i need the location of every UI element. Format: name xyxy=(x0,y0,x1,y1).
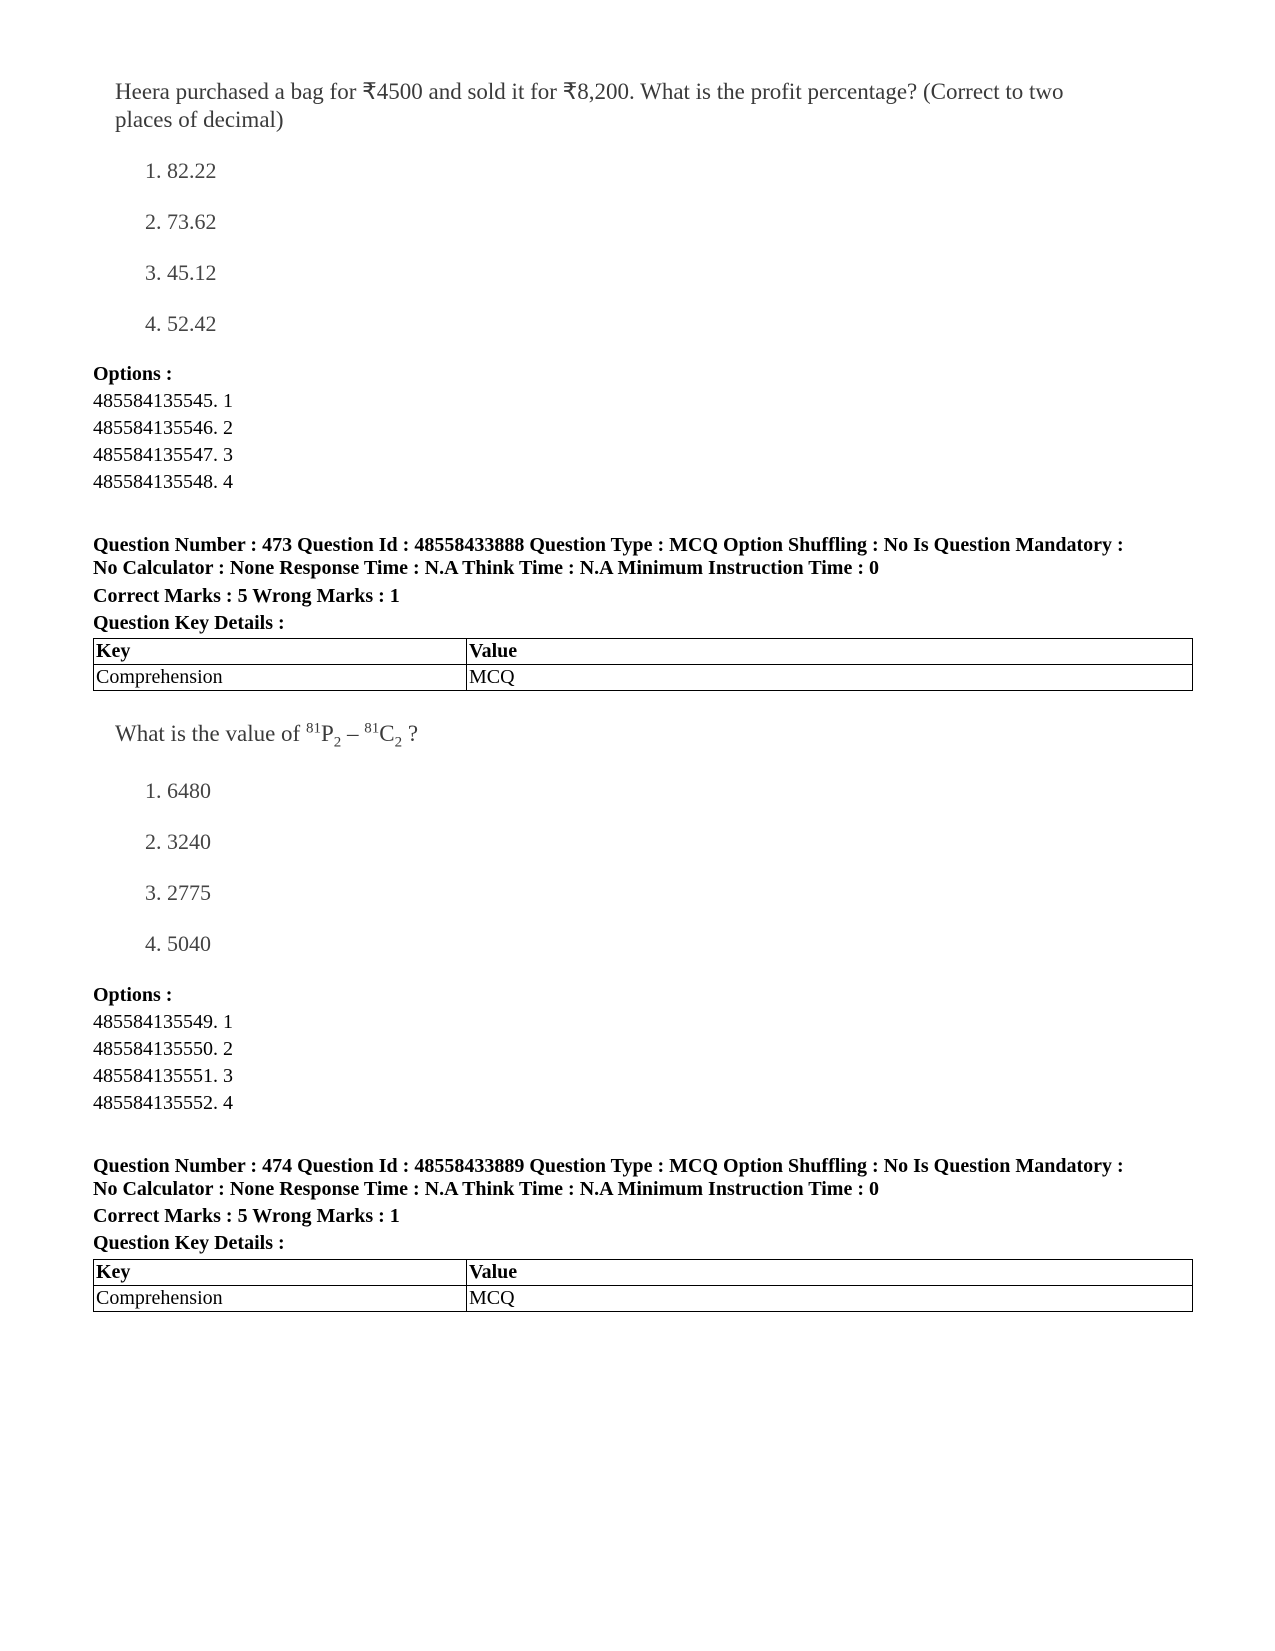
key-details-label: Question Key Details : xyxy=(93,1232,285,1254)
header-key: Key xyxy=(94,1260,467,1286)
expr-sub2: 2 xyxy=(394,734,403,751)
option-id-4: 485584135552. 4 xyxy=(93,1092,233,1114)
choice-3: 3. 2775 xyxy=(145,880,211,905)
choice-3: 3. 45.12 xyxy=(145,260,217,285)
expr-minus: – xyxy=(341,721,365,746)
option-id-4: 485584135548. 4 xyxy=(93,471,233,493)
question-image-472 xyxy=(115,78,1125,336)
option-id-2: 485584135550. 2 xyxy=(93,1038,233,1060)
table-header-row xyxy=(94,1260,1193,1286)
choice-1: 1. 82.22 xyxy=(145,158,217,183)
marks-line: Correct Marks : 5 Wrong Marks : 1 xyxy=(93,1205,400,1227)
question-meta-line1: Question Number : 474 Question Id : 48558433889 Question Type : MCQ Option Shuffling : No Is Question Mandatory : xyxy=(93,1155,1124,1177)
table-row xyxy=(94,665,1193,691)
expr-sup2: 81 xyxy=(364,720,380,737)
choice-4: 4. 5040 xyxy=(145,931,211,956)
marks-line: Correct Marks : 5 Wrong Marks : 1 xyxy=(93,585,400,607)
cell-value: MCQ xyxy=(467,665,1193,691)
key-details-table xyxy=(93,638,1193,691)
question-prefix: What is the value of xyxy=(115,721,306,746)
option-id-3: 485584135547. 3 xyxy=(93,444,233,466)
question-meta-line2: No Calculator : None Response Time : N.A Think Time : N.A Minimum Instruction Time : 0 xyxy=(93,1178,879,1200)
question-meta-line2: No Calculator : None Response Time : N.A Think Time : N.A Minimum Instruction Time : 0 xyxy=(93,557,879,579)
cell-key: Comprehension xyxy=(94,665,467,691)
choice-2: 2. 3240 xyxy=(145,829,211,854)
cell-key: Comprehension xyxy=(94,1286,467,1312)
option-id-1: 485584135549. 1 xyxy=(93,1011,233,1033)
expr-base2: C xyxy=(379,721,395,746)
table-row xyxy=(94,1286,1193,1312)
table-header-row xyxy=(94,639,1193,665)
header-value: Value xyxy=(467,1260,1193,1286)
expr-sup1: 81 xyxy=(305,720,321,737)
question-text xyxy=(115,720,1125,751)
header-value: Value xyxy=(467,639,1193,665)
option-id-2: 485584135546. 2 xyxy=(93,417,233,439)
key-details-table xyxy=(93,1259,1193,1312)
options-label: Options : xyxy=(93,363,173,385)
choice-2: 2. 73.62 xyxy=(145,209,217,234)
question-text: Heera purchased a bag for ₹4500 and sold it for ₹8,200. What is the profit percentage? (Correct to two places of decimal) xyxy=(115,79,1064,132)
question-image-473 xyxy=(115,720,1125,956)
choice-4: 4. 52.42 xyxy=(145,311,217,336)
question-meta-line1: Question Number : 473 Question Id : 48558433888 Question Type : MCQ Option Shuffling : No Is Question Mandatory : xyxy=(93,534,1124,556)
expr-end: ? xyxy=(402,721,419,746)
header-key: Key xyxy=(94,639,467,665)
options-label: Options : xyxy=(93,984,173,1006)
option-id-1: 485584135545. 1 xyxy=(93,390,233,412)
cell-value: MCQ xyxy=(467,1286,1193,1312)
expr-sub1: 2 xyxy=(333,734,342,751)
choice-1: 1. 6480 xyxy=(145,778,211,803)
expr-base1: P xyxy=(320,721,334,746)
key-details-label: Question Key Details : xyxy=(93,612,285,634)
option-id-3: 485584135551. 3 xyxy=(93,1065,233,1087)
